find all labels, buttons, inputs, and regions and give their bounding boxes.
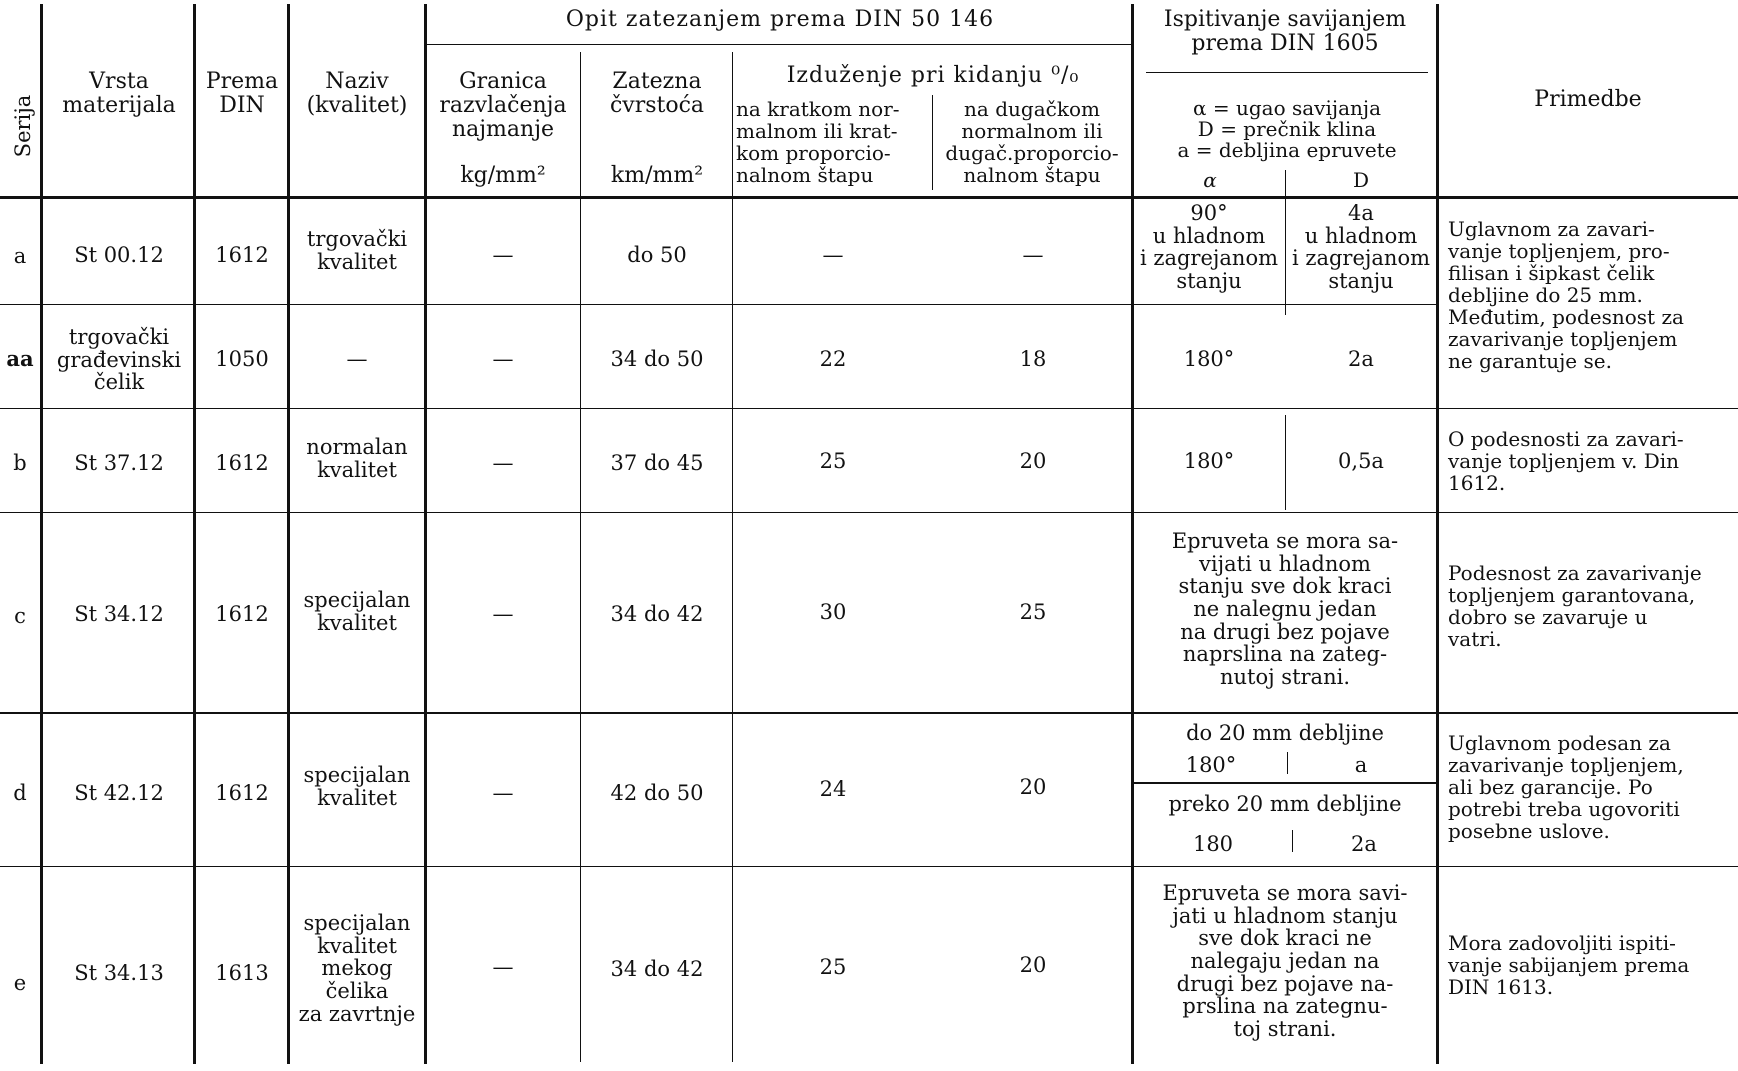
row-b-dugi: 20 xyxy=(1019,449,1047,473)
header-granica-unit: kg/mm² xyxy=(460,163,546,188)
row-b-serija: b xyxy=(13,451,27,475)
row-aa-zatezna: 34 do 50 xyxy=(610,347,704,371)
rule-h-opit xyxy=(426,44,1131,45)
rule-v-zatezna xyxy=(732,52,733,1062)
row-d-sub2-alpha: 180 xyxy=(1192,832,1234,856)
rule-h-b xyxy=(0,512,1738,513)
row-a-dugi: — xyxy=(1022,243,1044,267)
row-aa-naziv: — xyxy=(346,347,368,371)
rule-h-d xyxy=(0,866,1738,867)
row-b-primedbe: O podesnosti za zavari- vanje topljenjem v. Din 1612. xyxy=(1448,427,1684,495)
row-c-naziv: specijalan kvalitet xyxy=(303,588,411,635)
row-d-primedbe: Uglavnom podesan za zavarivanje topljenjem, ali bez garancije. Po potrebi treba ugovoriti posebne uslove. xyxy=(1448,731,1684,843)
header-primedbe: Primedbe xyxy=(1534,87,1642,112)
rule-v-din xyxy=(287,4,290,1064)
rule-v-vrsta xyxy=(193,4,196,1064)
row-d-sub1-d: a xyxy=(1354,753,1368,777)
row-aa-kratki: 22 xyxy=(819,347,847,371)
row-d-vrsta: St 42.12 xyxy=(74,781,164,805)
row-a-granica: — xyxy=(492,243,514,267)
header-dugi: na dugačkom normalnom ili dugač.proporcio- nalnom štapu xyxy=(945,97,1119,187)
header-prema-din: Prema DIN xyxy=(205,69,279,118)
row-e-dugi: 20 xyxy=(1019,953,1047,977)
header-legend: α = ugao savijanja D = prečnik klina a = debljina epruvete xyxy=(1177,96,1397,162)
row-c-vrsta: St 34.12 xyxy=(74,602,164,626)
row-e-kratki: 25 xyxy=(819,955,847,979)
rule-v-kratki xyxy=(932,95,933,190)
row-d-naziv: specijalan kvalitet xyxy=(303,763,411,810)
rule-h-header xyxy=(0,196,1738,199)
row-e-din: 1613 xyxy=(215,961,269,985)
row-aa-d: 2a xyxy=(1348,347,1374,371)
header-granica: Granica razvlačenja najmanje xyxy=(439,69,567,142)
row-c-granica: — xyxy=(492,602,514,626)
row-d-serija: d xyxy=(13,781,27,805)
row-b-din: 1612 xyxy=(215,451,269,475)
rule-v-naziv xyxy=(424,4,427,1064)
header-d: D xyxy=(1352,168,1370,192)
rule-v-serija xyxy=(40,4,43,1064)
row-c-primedbe: Podesnost za zavarivanje topljenjem garantovana, dobro se zavaruje u vatri. xyxy=(1448,561,1702,651)
rule-v-primedbe xyxy=(1436,4,1439,1064)
row-a-primedbe: Uglavnom za zavari- vanje topljenjem, pro- filisan i šipkast čelik debljine do 25 mm. Međutim, podesnost za zavarivanje topljenjem ne garantuje se. xyxy=(1448,217,1684,373)
header-kratki: na kratkom nor- malnom ili krat- kom proporcio- nalnom štapu xyxy=(736,97,900,187)
row-a-zatezna: do 50 xyxy=(627,243,687,267)
row-c-kratki: 30 xyxy=(819,600,847,624)
row-e-granica: — xyxy=(492,955,514,979)
row-aa-alpha: 180° xyxy=(1183,347,1235,371)
row-c-bend-note: Epruveta se mora sa- vijati u hladnom stanju sve dok kraci ne nalegnu jedan na drugi bez pojave naprslina na zateg- nutoj strani. xyxy=(1171,529,1399,690)
header-serija: Serija xyxy=(11,94,35,158)
row-b-kratki: 25 xyxy=(819,449,847,473)
row-a-alpha: 90° u hladnom i zagrejanom stanju xyxy=(1140,201,1278,294)
row-b-vrsta: St 37.12 xyxy=(74,451,164,475)
row-d-kratki: 24 xyxy=(819,777,847,801)
row-e-naziv: specijalan kvalitet mekog čelika za zavrtnje xyxy=(298,911,416,1026)
row-e-bend-note: Epruveta se mora savi- jati u hladnom stanju sve dok kraci ne nalegaju jedan na drugi bez pojave na- prslina na zategnu- toj strani. xyxy=(1162,881,1408,1042)
row-a-din: 1612 xyxy=(215,243,269,267)
header-vrsta: Vrsta materijala xyxy=(62,69,176,118)
row-aa-din: 1050 xyxy=(215,347,269,371)
row-a-naziv: trgovački kvalitet xyxy=(306,227,408,274)
rule-h-c xyxy=(0,712,1738,714)
row-d-sub1-label: do 20 mm debljine xyxy=(1186,721,1384,745)
row-d-sub2-d: 2a xyxy=(1351,832,1377,856)
row-d-granica: — xyxy=(492,781,514,805)
rule-v-alpha xyxy=(1285,170,1286,315)
row-b-naziv: normalan kvalitet xyxy=(306,435,408,482)
row-e-primedbe: Mora zadovoljiti ispiti- vanje sabijanjem prema DIN 1613. xyxy=(1448,931,1690,999)
row-aa-dugi: 18 xyxy=(1019,347,1047,371)
row-d-din: 1612 xyxy=(215,781,269,805)
rule-h-a xyxy=(0,304,1436,305)
header-opit-title: Opit zatezanjem prema DIN 50 146 xyxy=(565,7,995,32)
row-a-d: 4a u hladnom i zagrejanom stanju xyxy=(1292,201,1430,294)
row-b-zatezna: 37 do 45 xyxy=(610,451,704,475)
rule-v-alpha-b xyxy=(1285,415,1286,510)
row-d-dugi: 20 xyxy=(1019,775,1047,799)
header-savijanje-title: Ispitivanje savijanjem prema DIN 1605 xyxy=(1163,7,1407,56)
row-aa-granica: — xyxy=(492,347,514,371)
header-zatezna-unit: km/mm² xyxy=(610,163,704,188)
row-e-serija: e xyxy=(13,971,27,995)
header-naziv: Naziv (kvalitet) xyxy=(306,69,408,118)
row-e-vrsta: St 34.13 xyxy=(74,961,164,985)
row-e-zatezna: 34 do 42 xyxy=(610,957,704,981)
rule-v-alpha-d2 xyxy=(1292,830,1293,852)
row-c-zatezna: 34 do 42 xyxy=(610,602,704,626)
rule-h-savijanje xyxy=(1146,72,1428,73)
row-aa-vrsta: trgovački građevinski čelik xyxy=(56,325,182,395)
row-b-alpha: 180° xyxy=(1183,449,1235,473)
header-alpha: α xyxy=(1203,168,1217,192)
row-aa-serija: aa xyxy=(6,346,34,371)
rule-h-d-mid xyxy=(1131,782,1436,784)
rule-v-granica xyxy=(580,52,581,1062)
row-d-sub1-alpha: 180° xyxy=(1185,753,1237,777)
header-zatezna: Zatezna čvrstoća xyxy=(609,69,705,118)
row-c-dugi: 25 xyxy=(1019,600,1047,624)
row-c-din: 1612 xyxy=(215,602,269,626)
rule-h-aa xyxy=(0,408,1738,409)
row-d-zatezna: 42 do 50 xyxy=(610,781,704,805)
row-a-vrsta: St 00.12 xyxy=(74,243,164,267)
row-d-sub2-label: preko 20 mm debljine xyxy=(1168,792,1402,816)
row-b-granica: — xyxy=(492,451,514,475)
header-izduzenje: Izduženje pri kidanju ⁰/₀ xyxy=(786,63,1080,88)
row-a-serija: a xyxy=(13,244,27,268)
row-a-kratki: — xyxy=(822,243,844,267)
row-b-d: 0,5a xyxy=(1338,449,1384,473)
row-c-serija: c xyxy=(14,604,26,628)
rule-v-opit xyxy=(1131,4,1134,1064)
